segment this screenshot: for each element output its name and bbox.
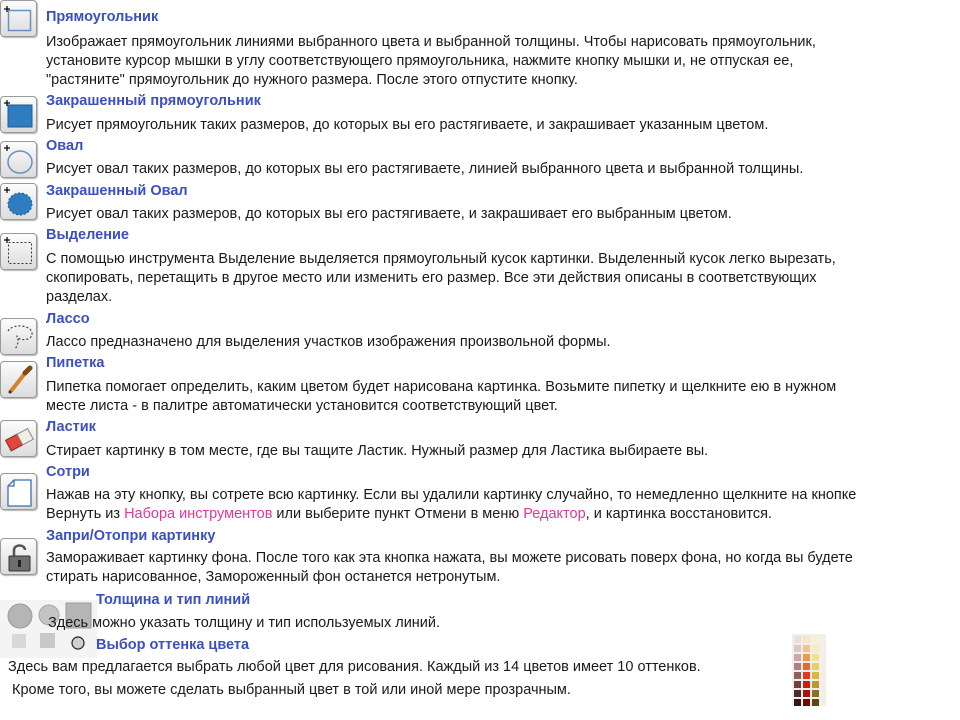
filled-rectangle-icon[interactable] [0,96,37,133]
filled-oval-icon[interactable] [0,183,37,220]
section-text-with-links [46,505,772,524]
text-fragment: Вернуть из [46,506,125,522]
section-title: Выделение [46,227,129,243]
text-fragment: или выберите пункт Отмени в меню [272,506,524,522]
section-text: Пипетка помогает определить, каким цветом будет нарисована картинка. Возьмите пипетку и щелкните ею в нужном [46,379,837,395]
section-text: Рисует овал таких размеров, до которых вы его растягиваете, линией выбранного цвета и выбранной толщины. [46,161,804,177]
section-title: Лассо [46,311,90,327]
section-title: Пипетка [46,355,105,371]
section-title: Закрашенный прямоугольник [46,93,261,109]
section-text: Рисует прямоугольник таких размеров, до которых вы его растягиваете, и закрашивает указанным цветом. [46,117,769,133]
section-text: месте листа - в палитре автоматически установится соответствующий цвет. [46,398,558,414]
section-text: "растяните" прямоугольник до нужного размера. После этого отпустите кнопку. [46,72,578,88]
text-fragment: , и картинка восстановится. [585,506,772,522]
eyedropper-icon[interactable] [0,361,37,398]
section-title: Овал [46,138,84,154]
section-text: Нажав на эту кнопку, вы сотрете всю картинку. Если вы удалили картинку случайно, то немедленно щелкните на кнопке [46,487,857,503]
lasso-icon[interactable] [0,318,37,355]
section-text: С помощью инструмента Выделение выделяется прямоугольный кусок картинки. Выделенный кусок легко вырезать, [46,251,836,267]
section-text: Замораживает картинку фона. После того как эта кнопка нажата, вы можете рисовать поверх фона, но когда вы будете [46,550,853,566]
section-text: Изображает прямоугольник линиями выбранного цвета и выбранной толщины. Чтобы нарисовать прямоугольник, [46,34,816,50]
padlock-icon[interactable] [0,538,37,575]
section-title: Выбор оттенка цвета [96,637,250,653]
clear-page-icon[interactable] [0,473,37,510]
section-text: Лассо предназначено для выделения участков изображения произвольной формы. [46,334,611,350]
section-title: Сотри [46,464,90,480]
section-text: стирать нарисованное, Замороженный фон останется нетронутым. [46,569,501,585]
rectangle-icon[interactable] [0,0,37,37]
section-text: Кроме того, вы можете сделать выбранный цвет в той или иной мере прозрачным. [12,682,571,698]
section-title: Толщина и тип линий [96,592,251,608]
selection-icon[interactable] [0,233,37,270]
section-title: Прямоугольник [46,9,159,25]
section-text: Здесь можно указать толщину и тип используемых линий. [48,615,441,631]
oval-icon[interactable] [0,141,37,178]
color-shade-swatch[interactable] [792,634,826,706]
editor-menu-link[interactable]: Редактор [523,506,586,522]
eraser-icon[interactable] [0,420,37,457]
section-text: Рисует овал таких размеров, до которых вы его растягиваете, и закрашивает его выбранным цветом. [46,206,732,222]
section-title: Ластик [46,419,96,435]
section-text: Здесь вам предлагается выбрать любой цвет для рисования. Каждый из 14 цветов имеет 10 оттенков. [8,659,701,675]
section-text: скопировать, перетащить в другое место или изменить его размер. Все эти действия описаны в соответствующих [46,270,817,286]
section-title: Запри/Отопри картинку [46,528,216,544]
section-text: разделах. [46,289,113,305]
toolset-link[interactable]: Набора инструментов [124,506,273,522]
section-text: установите курсор мышки в углу соответствующего прямоугольника, нажмите кнопку мышки и, не отпуская ее, [46,53,794,69]
section-title: Закрашенный Овал [46,183,188,199]
section-text: Стирает картинку в том месте, где вы тащите Ластик. Нужный размер для Ластика выбираете вы. [46,443,709,459]
